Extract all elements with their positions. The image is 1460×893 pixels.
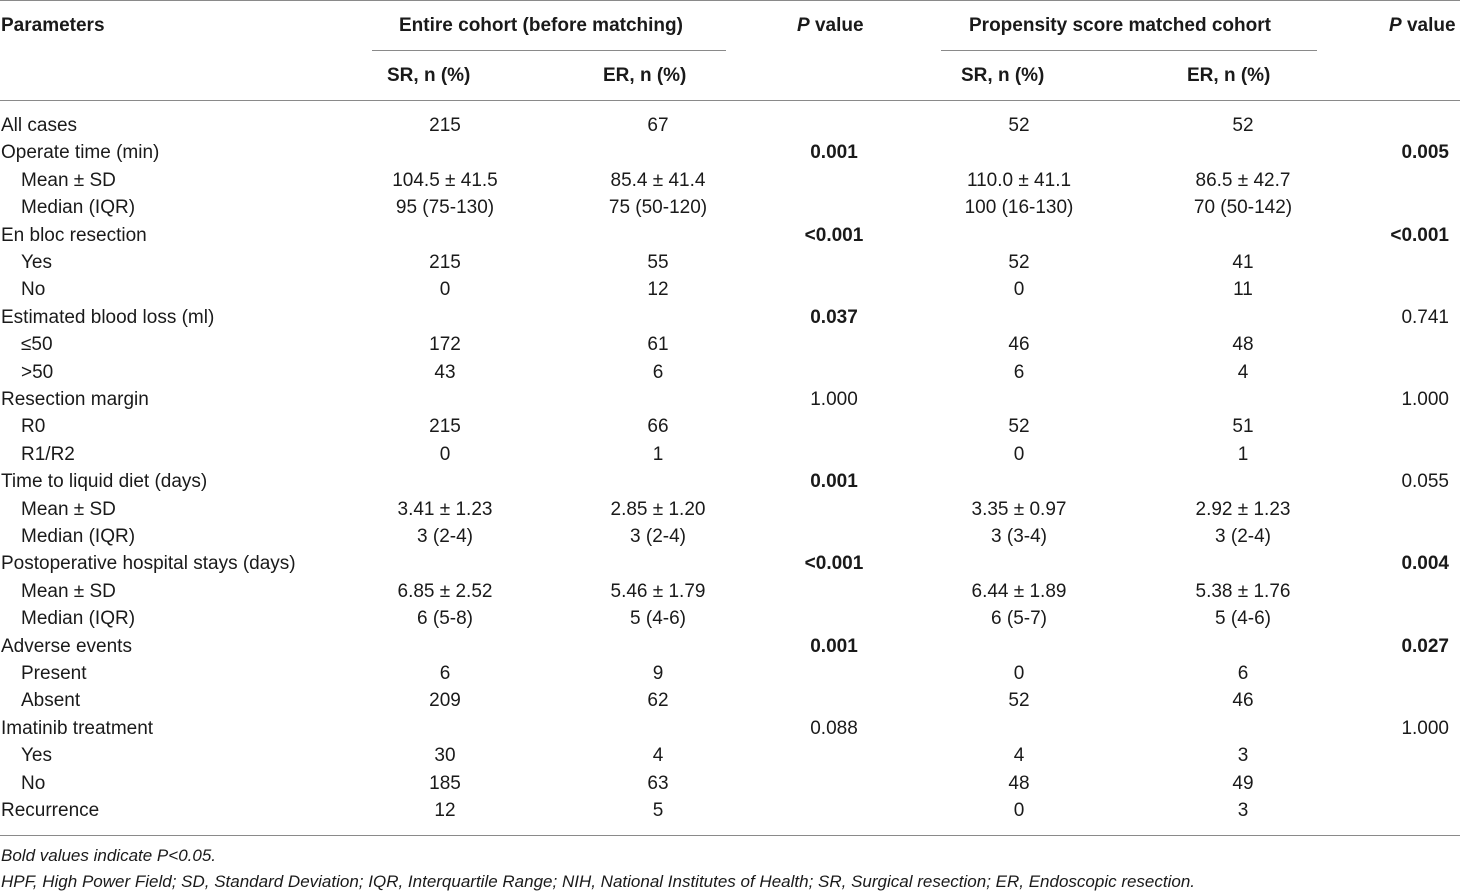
- cell-er-matched: 3 (2-4): [1215, 526, 1271, 547]
- header-matched-cohort: Propensity score matched cohort: [969, 15, 1271, 36]
- cell-sr-entire: 95 (75-130): [395, 197, 495, 219]
- cell-er-matched: 51: [1232, 416, 1254, 438]
- row-label: R0: [21, 416, 46, 438]
- table-row: [0, 304, 1460, 331]
- row-label: >50: [21, 361, 54, 383]
- header-er-1: ER, n (%): [603, 65, 687, 86]
- table-row: [0, 660, 1460, 687]
- cell-p-entire: 0.037: [810, 306, 858, 328]
- cell-er-entire: 85.4 ± 41.4: [610, 169, 706, 191]
- cell-sr-matched: 48: [1008, 772, 1030, 794]
- cell-er-matched: 48: [1232, 334, 1254, 356]
- header-entire-cohort: Entire cohort (before matching): [399, 15, 683, 36]
- cell-sr-matched: 52: [1008, 690, 1030, 712]
- cell-er-entire: 62: [647, 690, 669, 712]
- table-row: [0, 770, 1460, 797]
- table-row: [0, 359, 1460, 386]
- table-row: [0, 578, 1460, 605]
- table-row: [0, 112, 1460, 139]
- header-sr-1: SR, n (%): [387, 65, 471, 86]
- table-row: [0, 276, 1460, 303]
- cell-sr-entire: 43: [434, 361, 456, 383]
- cell-p-matched: <0.001: [1390, 224, 1449, 246]
- cell-er-matched: 5.38 ± 1.76: [1195, 580, 1291, 602]
- cell-er-matched: 41: [1232, 252, 1254, 273]
- table-row: [0, 550, 1460, 577]
- cell-er-entire: 67: [647, 115, 669, 136]
- footnote-bold-note: Bold values indicate P<0.05.: [1, 846, 217, 865]
- row-label: Mean ± SD: [21, 580, 116, 602]
- cell-sr-matched: 3 (3-4): [991, 526, 1047, 547]
- row-label: Median (IQR): [21, 197, 136, 219]
- cell-er-matched: 2.92 ± 1.23: [1195, 498, 1291, 520]
- row-label: En bloc resection: [1, 224, 147, 246]
- row-label: Recurrence: [1, 800, 100, 821]
- footnote-abbreviations: HPF, High Power Field; SD, Standard Deviation; IQR, Interquartile Range; NIH, National Institutes of Health; SR, Surgical resection; ER, Endoscopic resection.: [1, 872, 1196, 891]
- cell-sr-matched: 0: [1013, 663, 1025, 684]
- cell-p-entire: 1.000: [810, 389, 858, 410]
- cell-sr-matched: 6: [1013, 361, 1025, 383]
- table-top-rule: [0, 0, 1460, 1]
- cell-er-matched: 52: [1232, 115, 1254, 136]
- cell-sr-matched: 52: [1008, 252, 1030, 273]
- row-label: Resection margin: [1, 389, 149, 410]
- table-row: [0, 687, 1460, 714]
- row-label: ≤50: [21, 334, 53, 356]
- cell-er-entire: 5: [652, 800, 664, 821]
- cell-sr-matched: 100 (16-130): [964, 197, 1074, 219]
- cell-sr-matched: 6.44 ± 1.89: [971, 580, 1067, 602]
- header-p-rest: value: [1401, 15, 1456, 36]
- row-label: Yes: [21, 252, 52, 273]
- cell-p-matched: 0.027: [1401, 635, 1449, 657]
- table-row: [0, 222, 1460, 249]
- cell-p-matched: 0.005: [1401, 142, 1449, 164]
- cell-sr-entire: 6.85 ± 2.52: [397, 580, 493, 602]
- row-label: Adverse events: [1, 635, 132, 657]
- row-label: Present: [21, 663, 87, 684]
- cell-er-entire: 66: [647, 416, 669, 438]
- table-row: [0, 441, 1460, 468]
- cell-er-entire: 12: [647, 279, 669, 301]
- cell-er-entire: 5.46 ± 1.79: [610, 580, 706, 602]
- cell-p-entire: 0.088: [810, 717, 858, 739]
- cell-sr-entire: 6 (5-8): [417, 608, 473, 630]
- cell-sr-entire: 30: [434, 745, 456, 767]
- row-label: Imatinib treatment: [1, 717, 154, 739]
- cell-er-matched: 70 (50-142): [1193, 197, 1293, 219]
- group2-underline: [941, 50, 1317, 51]
- cell-sr-matched: 0: [1013, 800, 1025, 821]
- cell-sr-matched: 0: [1013, 443, 1025, 465]
- cell-er-entire: 2.85 ± 1.20: [610, 498, 706, 520]
- cell-sr-entire: 215: [429, 252, 461, 273]
- cell-sr-matched: 46: [1008, 334, 1030, 356]
- cell-sr-matched: 52: [1008, 416, 1030, 438]
- cell-er-matched: 11: [1233, 279, 1253, 301]
- table-row: [0, 468, 1460, 495]
- header-p-rest: value: [809, 15, 864, 36]
- header-p-value-1: [797, 14, 864, 38]
- cell-p-matched: 0.055: [1401, 471, 1449, 493]
- row-label: Median (IQR): [21, 526, 136, 547]
- cell-er-entire: 5 (4-6): [630, 608, 686, 630]
- row-label: Estimated blood loss (ml): [1, 306, 215, 328]
- cell-sr-matched: 4: [1013, 745, 1025, 767]
- cell-er-entire: 9: [652, 663, 664, 684]
- cell-p-matched: 0.004: [1401, 553, 1449, 575]
- table-row: [0, 386, 1460, 413]
- table-row: [0, 742, 1460, 769]
- header-bottom-rule: [0, 100, 1460, 101]
- cell-er-entire: 55: [647, 252, 669, 273]
- header-p-italic: P: [797, 15, 810, 36]
- cell-er-entire: 6: [652, 361, 664, 383]
- table-row: [0, 797, 1460, 824]
- cell-p-entire: 0.001: [810, 635, 858, 657]
- row-label: Yes: [21, 745, 52, 767]
- row-label: No: [21, 772, 46, 794]
- cell-er-matched: 49: [1232, 772, 1254, 794]
- row-label: Mean ± SD: [21, 169, 116, 191]
- cell-er-matched: 46: [1232, 690, 1254, 712]
- cell-er-entire: 61: [647, 334, 669, 356]
- cell-sr-entire: 104.5 ± 41.5: [392, 169, 498, 191]
- row-label: R1/R2: [21, 443, 75, 465]
- group1-underline: [372, 50, 726, 51]
- cell-er-matched: 3: [1237, 800, 1249, 821]
- row-label: No: [21, 279, 46, 301]
- cell-p-entire: <0.001: [804, 224, 864, 246]
- cell-sr-entire: 3 (2-4): [417, 526, 473, 547]
- table-row: [0, 605, 1460, 632]
- table-row: [0, 413, 1460, 440]
- table-row: [0, 523, 1460, 550]
- cell-er-matched: 5 (4-6): [1215, 608, 1271, 630]
- row-label: Median (IQR): [21, 608, 136, 630]
- table-row: [0, 167, 1460, 194]
- cell-sr-entire: 172: [429, 334, 461, 356]
- cell-sr-matched: 110.0 ± 41.1: [966, 169, 1072, 191]
- header-parameters: Parameters: [1, 15, 105, 36]
- cell-sr-entire: 215: [429, 416, 461, 438]
- cell-er-entire: 4: [652, 745, 664, 767]
- cell-p-matched: 1.000: [1401, 717, 1449, 739]
- cell-sr-entire: 0: [439, 279, 451, 301]
- cell-sr-matched: 52: [1008, 115, 1030, 136]
- cell-p-entire: 0.001: [810, 471, 858, 493]
- table-row: [0, 715, 1460, 742]
- cell-sr-entire: 6: [439, 663, 451, 684]
- row-label: Operate time (min): [1, 142, 160, 164]
- cell-sr-entire: 215: [429, 115, 461, 136]
- table-row: [0, 249, 1460, 276]
- cell-sr-entire: 0: [439, 443, 451, 465]
- cell-sr-entire: 209: [429, 690, 461, 712]
- cell-er-entire: 1: [652, 443, 664, 465]
- cell-er-entire: 63: [647, 772, 669, 794]
- table-row: [0, 331, 1460, 358]
- cell-p-matched: 0.741: [1401, 306, 1449, 328]
- cell-er-entire: 3 (2-4): [630, 526, 686, 547]
- row-label: Postoperative hospital stays (days): [1, 553, 296, 575]
- table-row: [0, 633, 1460, 660]
- row-label: Absent: [21, 690, 81, 712]
- cell-p-matched: 1.000: [1401, 389, 1449, 410]
- cell-sr-matched: 6 (5-7): [991, 608, 1047, 630]
- row-label: Time to liquid diet (days): [1, 471, 208, 493]
- cell-p-entire: <0.001: [804, 553, 864, 575]
- table-bottom-rule: [0, 835, 1460, 836]
- header-er-2: ER, n (%): [1187, 65, 1271, 86]
- cell-er-matched: 3: [1237, 745, 1249, 767]
- cell-sr-matched: 0: [1013, 279, 1025, 301]
- row-label: All cases: [1, 115, 78, 136]
- cell-sr-entire: 12: [434, 800, 456, 821]
- table-row: [0, 139, 1460, 166]
- cell-sr-entire: 3.41 ± 1.23: [397, 498, 493, 520]
- cell-sr-entire: 185: [429, 772, 461, 794]
- table-row: [0, 496, 1460, 523]
- cell-er-matched: 6: [1237, 663, 1249, 684]
- header-p-italic: P: [1389, 15, 1402, 36]
- cell-er-matched: 1: [1237, 443, 1249, 465]
- cell-p-entire: 0.001: [810, 142, 858, 164]
- cell-er-matched: 86.5 ± 42.7: [1195, 169, 1291, 191]
- cell-sr-matched: 3.35 ± 0.97: [971, 498, 1067, 520]
- table-row: [0, 194, 1460, 221]
- row-label: Mean ± SD: [21, 498, 116, 520]
- cell-er-entire: 75 (50-120): [608, 197, 708, 219]
- header-p-value-2: [1389, 14, 1456, 38]
- cell-er-matched: 4: [1237, 361, 1249, 383]
- header-sr-2: SR, n (%): [961, 65, 1045, 86]
